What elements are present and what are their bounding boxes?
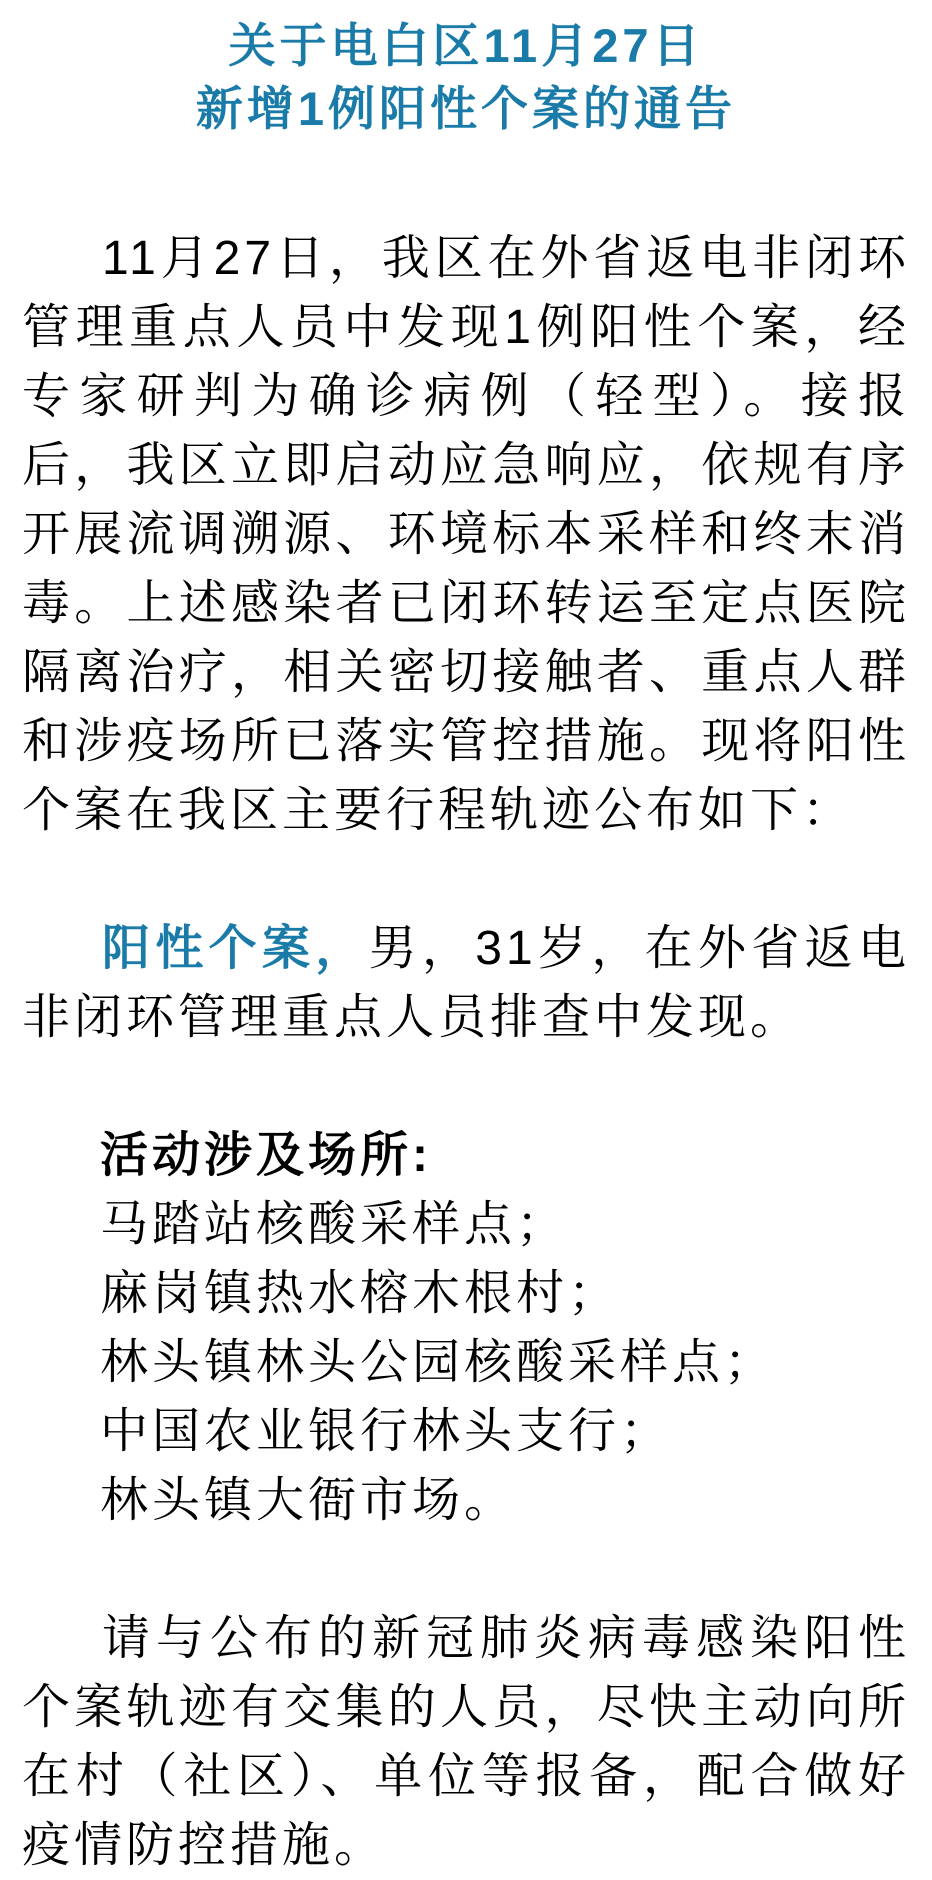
venue-item-1: 马踏站核酸采样点； <box>100 1198 569 1251</box>
paragraph-case <box>22 914 910 1052</box>
venue-item-3: 林头镇林头公园核酸采样点； <box>100 1336 777 1389</box>
venues-heading: 活动涉及场所: <box>100 1129 432 1182</box>
notice-title-line-1: 关于电白区11月27日 <box>228 19 704 72</box>
venues-section <box>100 1121 910 1535</box>
case-label-highlight: 阳性个案， <box>102 922 369 975</box>
venue-item-2: 麻岗镇热水榕木根村； <box>100 1267 621 1320</box>
paragraph-intro: 11月27日，我区在外省返电非闭环管理重点人员中发现1例阳性个案，经专家研判为确诊病例（轻型）。接报后，我区立即启动应急响应，依规有序开展流调溯源、环境标本采样和终末消毒。上述感染者已闭环转运至定点医院隔离治疗，相关密切接触者、重点人群和涉疫场所已落实管控措施。现将阳性个案在我区主要行程轨迹公布如下： <box>22 232 910 837</box>
notice-title-line-2: 新增1例阳性个案的通告 <box>195 82 737 135</box>
notice-title <box>22 14 910 140</box>
venue-item-5: 林头镇大衙市场。 <box>100 1474 517 1527</box>
case-detail-text: 男，31岁，在外省返电非闭环管理重点人员排查中发现。 <box>22 922 910 1044</box>
venue-item-4: 中国农业银行林头支行； <box>100 1405 673 1458</box>
paragraph-advice: 请与公布的新冠肺炎病毒感染阳性个案轨迹有交集的人员，尽快主动向所在村（社区）、单位等报备，配合做好疫情防控措施。 <box>22 1612 910 1872</box>
